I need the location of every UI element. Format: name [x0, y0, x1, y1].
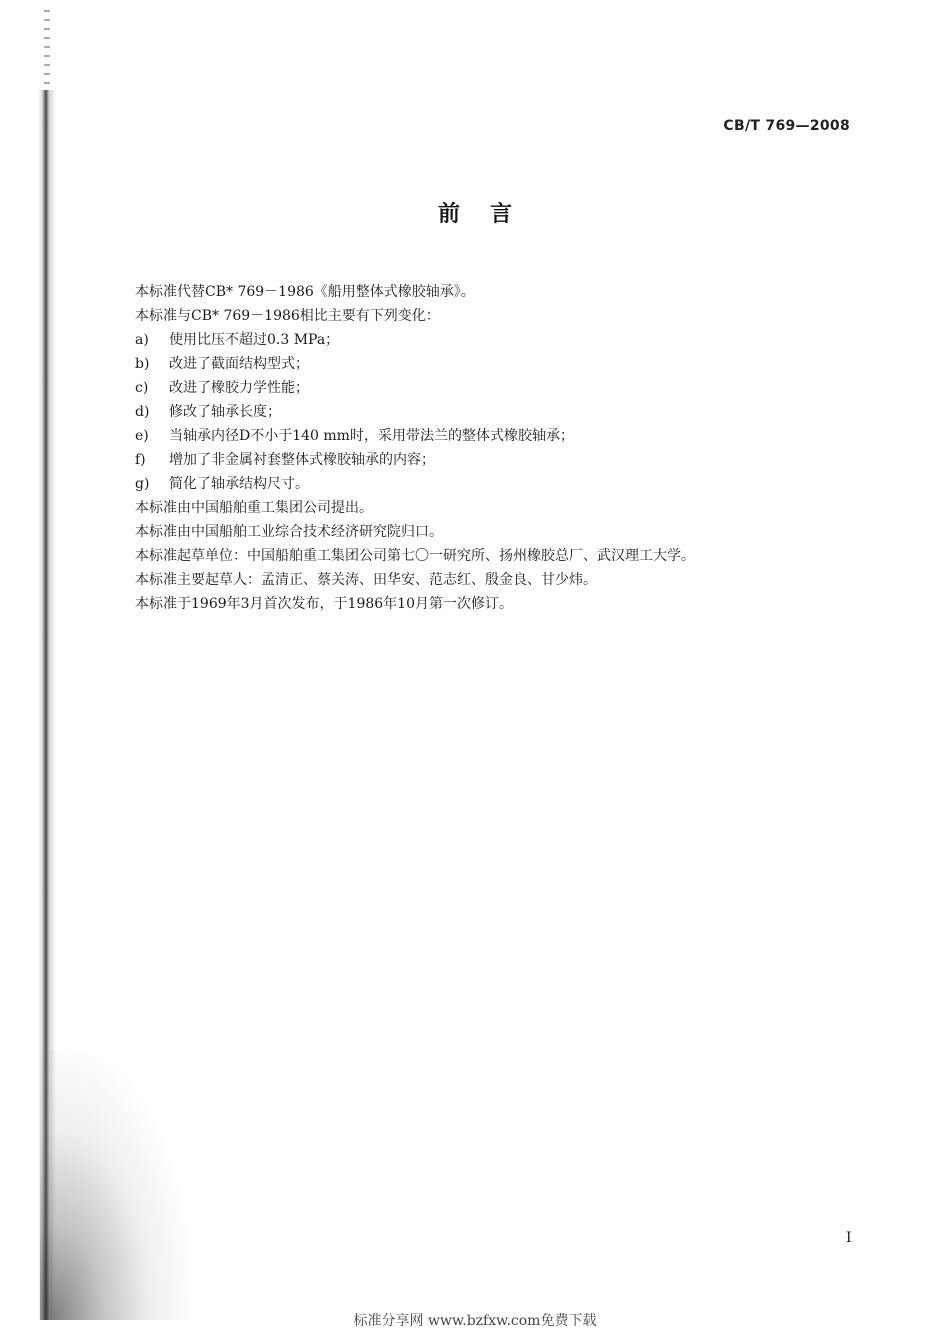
- list-marker: f): [135, 452, 146, 468]
- intro-line: 本标准与CB* 769－1986相比主要有下列变化：: [135, 308, 440, 324]
- page-number: I: [846, 1230, 852, 1246]
- list-marker: g): [135, 476, 150, 492]
- list-text: 当轴承内径D不小于140 mm时，采用带法兰的整体式橡胶轴承；: [169, 428, 574, 444]
- list-item: [135, 400, 855, 424]
- list-marker: e): [135, 428, 149, 444]
- statement-line: 本标准由中国船舶工业综合技术经济研究院归口。: [135, 524, 443, 540]
- statement-line: 本标准由中国船舶重工集团公司提出。: [135, 500, 373, 516]
- list-text: 增加了非金属衬套整体式橡胶轴承的内容；: [169, 452, 435, 468]
- list-marker: c): [135, 380, 149, 396]
- list-text: 修改了轴承长度；: [169, 404, 281, 420]
- changes-list: [135, 328, 855, 496]
- scan-binding-marks: [44, 10, 50, 90]
- document-code: CB/T 769—2008: [723, 118, 850, 134]
- statement-line: 本标准主要起草人：孟清正、蔡关涛、田华安、范志红、殷金良、甘少炜。: [135, 572, 597, 588]
- list-item: [135, 376, 855, 400]
- list-text: 简化了轴承结构尺寸。: [169, 476, 309, 492]
- intro-line: 本标准代替CB* 769－1986《船用整体式橡胶轴承》。: [135, 284, 475, 300]
- list-item: [135, 424, 855, 448]
- list-marker: d): [135, 404, 150, 420]
- statement-line: 本标准于1969年3月首次发布，于1986年10月第一次修订。: [135, 596, 513, 612]
- list-item: [135, 448, 855, 472]
- list-item: [135, 352, 855, 376]
- watermark-text: 标准分享网 www.bzfxw.com免费下载: [353, 1313, 597, 1329]
- statement-line: 本标准起草单位：中国船舶重工集团公司第七〇一研究所、扬州橡胶总厂、武汉理工大学。: [135, 548, 695, 564]
- list-item: [135, 328, 855, 352]
- page-title: 前言: [437, 202, 542, 227]
- list-marker: b): [135, 356, 150, 372]
- list-text: 改进了截面结构型式；: [169, 356, 309, 372]
- foreword-body: [135, 280, 855, 616]
- list-marker: a): [135, 332, 149, 348]
- list-text: 使用比压不超过0.3 MPa；: [169, 332, 340, 348]
- scan-smudge: [40, 1050, 190, 1320]
- list-item: [135, 472, 855, 496]
- list-text: 改进了橡胶力学性能；: [169, 380, 309, 396]
